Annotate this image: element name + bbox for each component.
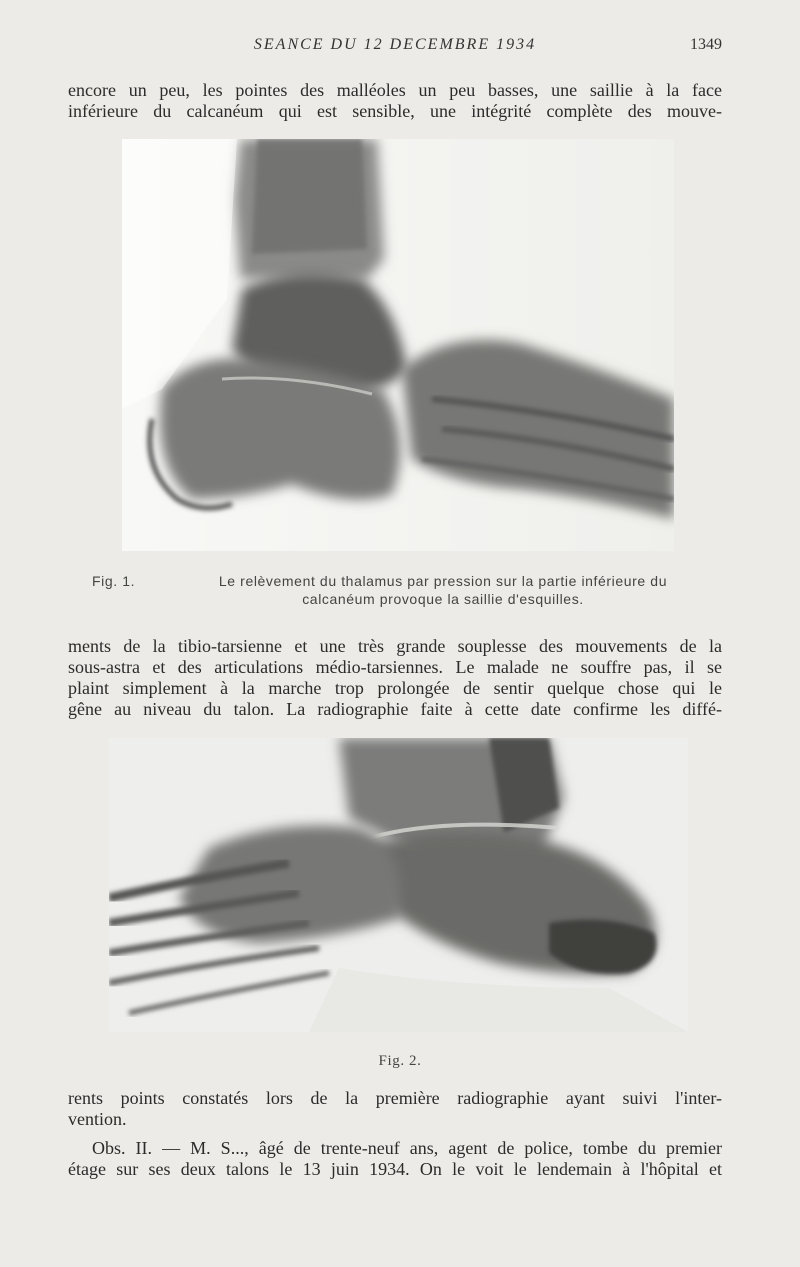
paragraph-observation-2 <box>68 1138 722 1180</box>
paragraph-continuation <box>68 80 722 122</box>
text-line: rents points constatés lors de la première radiographie ayant suivi l'inter- <box>68 1088 722 1108</box>
figure-1-radiograph <box>122 139 674 551</box>
text-line: Obs. II. — M. S..., âgé de trente-neuf ans, agent de police, tombe du premier <box>92 1138 722 1158</box>
text-line: étage sur ses deux talons le 13 juin 1934. On le voit le lendemain à l'hôpital et <box>68 1159 722 1179</box>
paragraph-body <box>68 636 722 720</box>
figure-1-label: Fig. 1. <box>92 573 136 589</box>
text-line: plaint simplement à la marche trop prolongée de sentir quelque chose qui le <box>68 678 722 698</box>
text-line: vention. <box>68 1109 127 1129</box>
figure-2-caption: Fig. 2. <box>378 1053 422 1069</box>
running-head <box>68 36 722 60</box>
text-line: ments de la tibio-tarsienne et une très grande souplesse des mouvements de la <box>68 636 722 656</box>
text-line: sous-astra et des articulations médio-tarsiennes. Le malade ne souffre pas, il se <box>68 657 722 677</box>
figure-2-radiograph <box>109 738 688 1032</box>
paragraph-body <box>68 1088 722 1130</box>
foot-xray-lateral-image-2 <box>109 738 688 1032</box>
foot-xray-lateral-image <box>122 139 674 551</box>
running-title: SEANCE DU 12 DECEMBRE 1934 <box>253 36 537 53</box>
figure-1-caption-line: calcanéum provoque la saillie d'esquilles. <box>302 591 584 607</box>
text-line: inférieure du calcanéum qui est sensible, une intégrité complète des mouve- <box>68 101 722 121</box>
page-number: 1349 <box>690 36 722 53</box>
figure-1-caption-line: Le relèvement du thalamus par pression sur la partie inférieure du <box>218 573 668 589</box>
text-line: encore un peu, les pointes des malléoles un peu basses, une saillie à la face <box>68 80 722 100</box>
text-line: gêne au niveau du talon. La radiographie faite à cette date confirme les diffé- <box>68 699 722 719</box>
